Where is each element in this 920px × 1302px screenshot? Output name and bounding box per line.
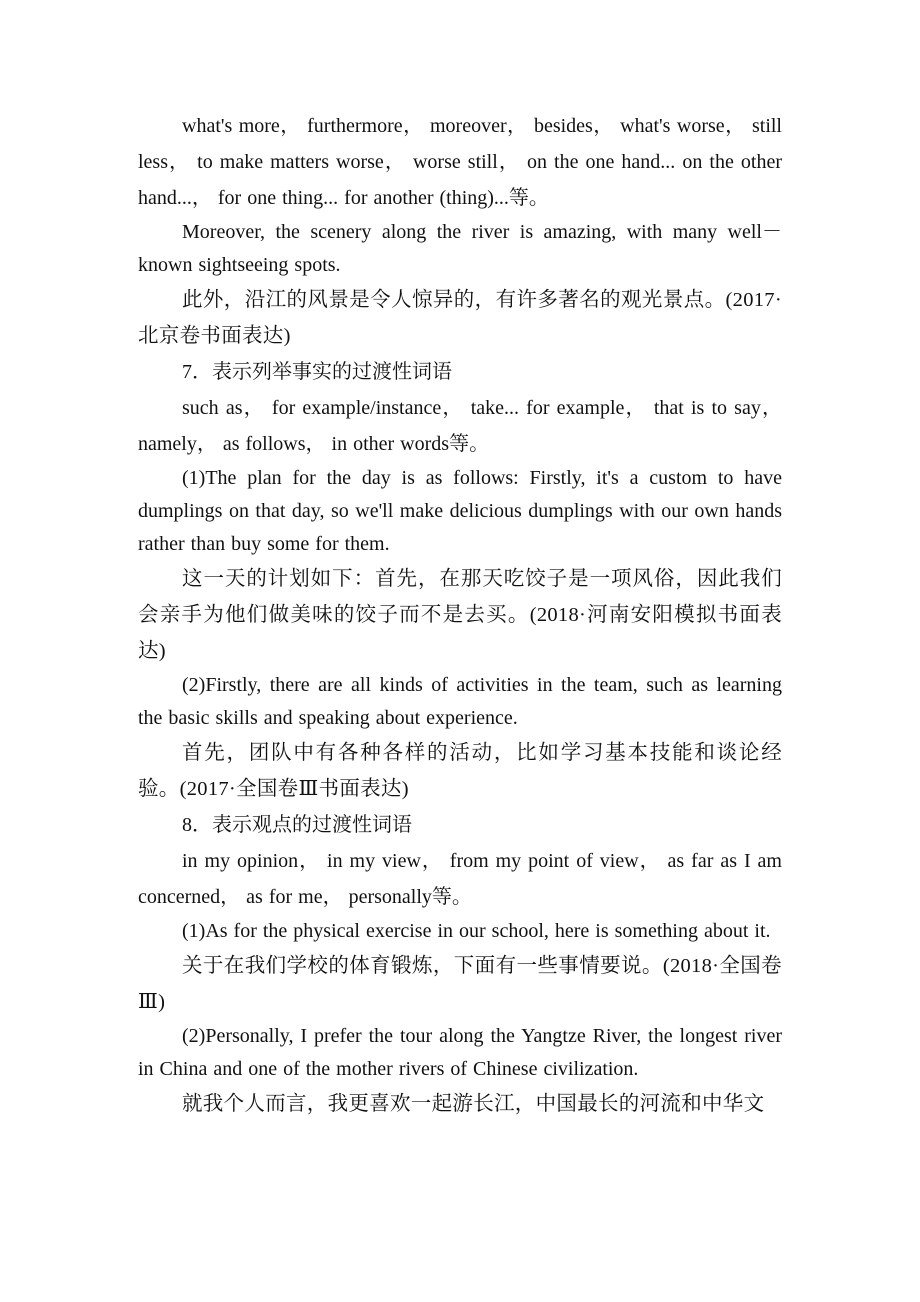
example-sentence-en: (1)As for the physical exercise in our school, here is something about it. [182,920,771,942]
example-sentence-en: (2)Firstly, there are all kinds of activities in the team, such as learning the basic skills and speaking about experience. [138,674,782,729]
example-translation-zh: 这一天的计划如下：首先，在那天吃饺子是一项风俗，因此我们会亲手为他们做美味的饺子而不是去买。(2018·河南安阳模拟书面表达) [138,568,782,662]
transition-words-list: such as， for example/instance， take... for example， that is to say， namely， as follows， in other words等。 [138,397,782,455]
example-translation-zh: 此外，沿江的风景是令人惊异的，有许多著名的观光景点。(2017·北京卷书面表达) [138,289,782,347]
example-sentence-en: (2)Personally, I prefer the tour along the Yangtze River, the longest river in China and one of the mother rivers of Chinese civilization. [138,1025,782,1080]
example-translation-zh: 首先，团队中有各种各样的活动，比如学习基本技能和谈论经验。(2017·全国卷Ⅲ书面表达) [138,742,782,800]
example-sentence-en: (1)The plan for the day is as follows: Firstly, it's a custom to have dumplings on that day, so we'll make delicious dumplings with our own hands rather than buy some for them. [138,467,782,555]
section-heading-8: 8．表示观点的过渡性词语 [182,814,412,836]
example-sentence-en: Moreover, the scenery along the river is amazing, with many well－known sightseeing spots. [138,221,782,276]
example-translation-zh: 就我个人而言，我更喜欢一起游长江，中国最长的河流和中华文 [182,1093,765,1115]
example-translation-zh: 关于在我们学校的体育锻炼，下面有一些事情要说。(2018·全国卷Ⅲ) [138,955,782,1013]
document-page [138,108,782,1122]
transition-words-list: in my opinion， in my view， from my point of view， as far as I am concerned， as for me， personally等。 [138,850,782,908]
section-heading-7: 7．表示列举事实的过渡性词语 [182,361,452,383]
transition-words-list: what's more， furthermore， moreover， besides， what's worse， still less， to make matters worse， worse still， on the one hand... on the other hand...， for one thing... for another (thing)...等。 [138,115,782,209]
